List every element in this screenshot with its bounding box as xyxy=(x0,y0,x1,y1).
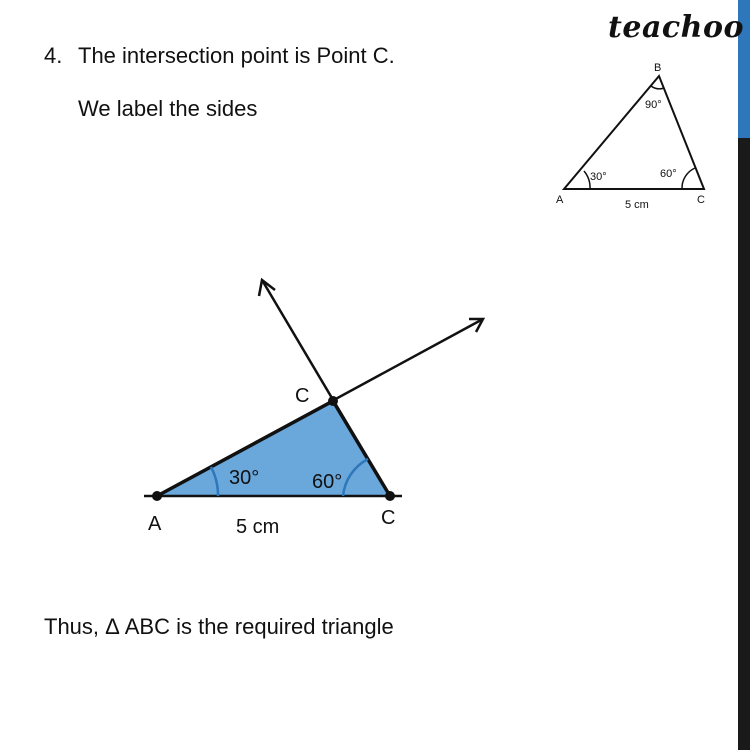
point-c-top xyxy=(328,396,338,406)
label-c-base: C xyxy=(381,507,396,529)
triangle-fill xyxy=(157,401,390,496)
reference-angle-a: 30° xyxy=(590,171,607,183)
reference-angle-b: 90° xyxy=(645,99,662,111)
brand-logo: teachoo xyxy=(608,10,744,45)
label-a: A xyxy=(148,513,162,535)
reference-label-a: A xyxy=(556,194,564,206)
point-c-base xyxy=(385,491,395,501)
reference-angle-c: 60° xyxy=(660,168,677,180)
conclusion-text: Thus, Δ ABC is the required triangle xyxy=(44,614,394,639)
angle-c-label: 60° xyxy=(312,471,343,493)
reference-label-b: B xyxy=(654,62,662,74)
reference-label-c: C xyxy=(697,194,705,206)
angle-a-label: 30° xyxy=(229,467,260,489)
step-text: The intersection point is Point C. xyxy=(78,43,395,68)
step-number: 4. xyxy=(44,43,63,68)
label-c-top: C xyxy=(295,385,310,407)
base-length-label: 5 cm xyxy=(236,516,280,538)
reference-base-label: 5 cm xyxy=(625,199,649,211)
step-subtext: We label the sides xyxy=(78,96,258,121)
point-a xyxy=(152,491,162,501)
